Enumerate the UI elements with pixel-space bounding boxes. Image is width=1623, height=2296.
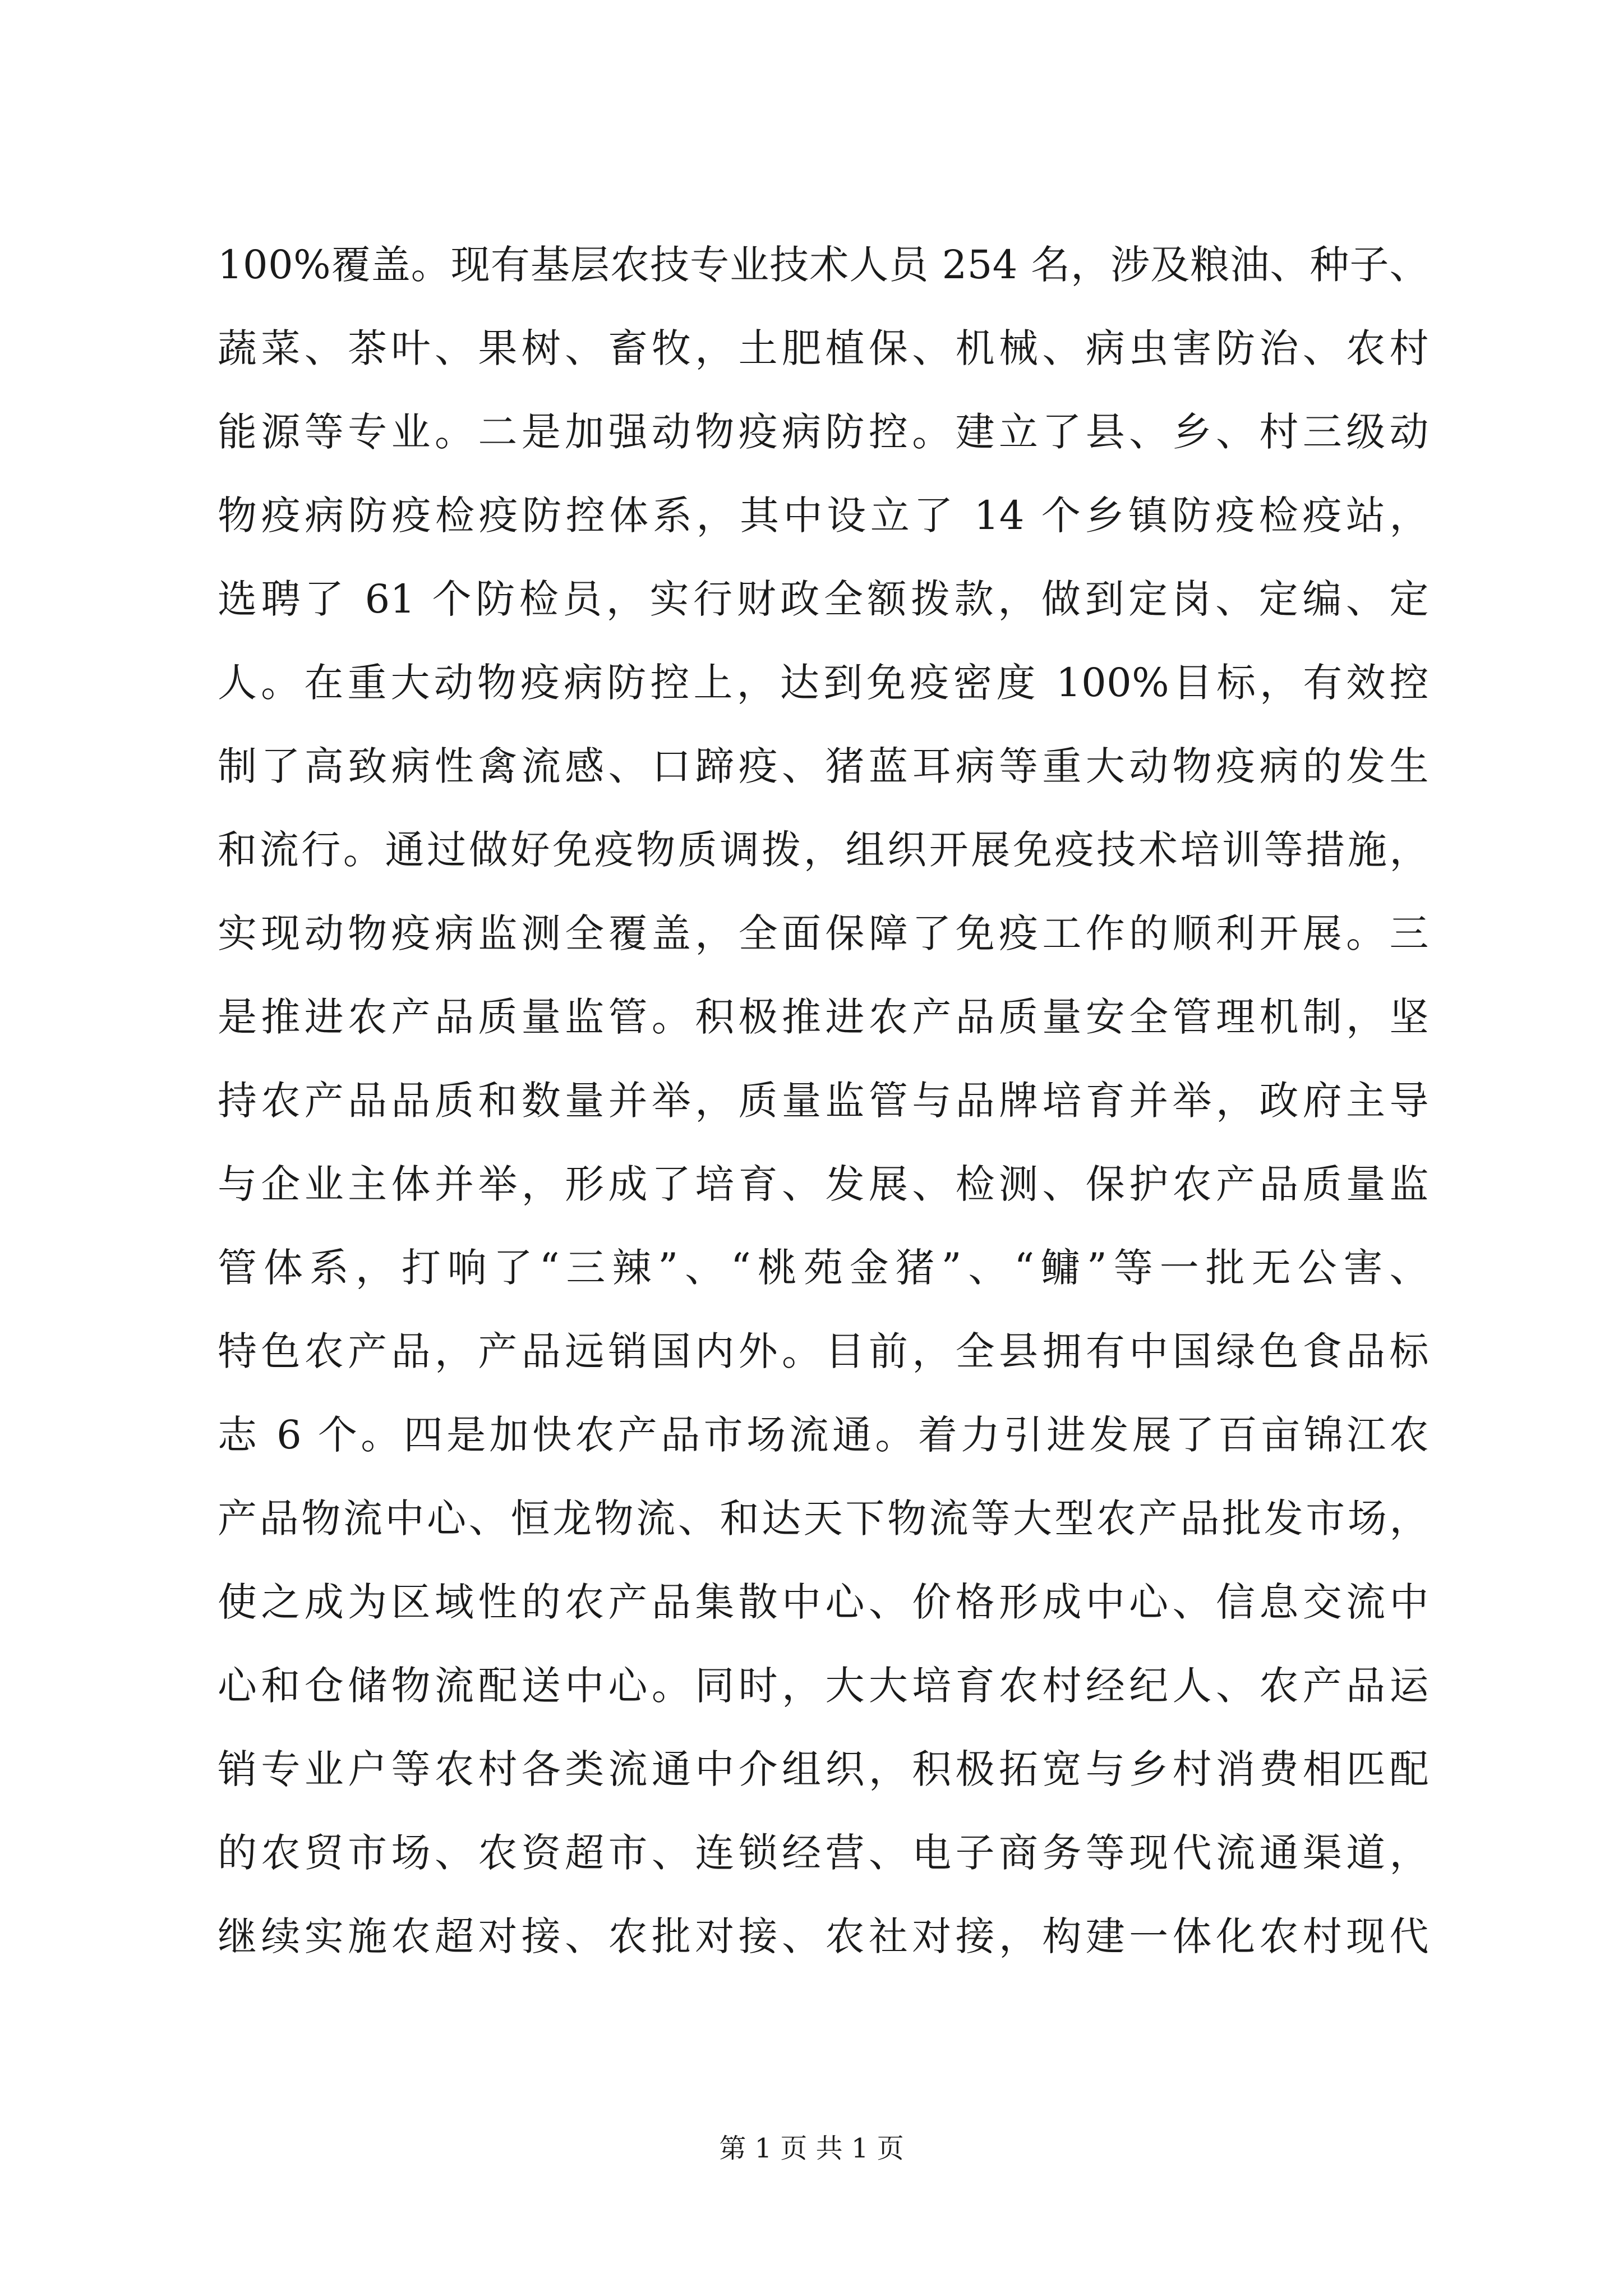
text-line: 管体系，打响了“三辣”、“桃苑金猪”、“鳙”等一批无公害、 xyxy=(218,1245,1429,1291)
page-footer xyxy=(0,2131,1623,2166)
text-line: 制了高致病性禽流感、口蹄疫、猪蓝耳病等重大动物疫病的发生 xyxy=(218,743,1429,789)
body-paragraph xyxy=(218,223,1429,1978)
text-line: 100%覆盖。现有基层农技专业技术人员 254 名，涉及粮油、种子、 xyxy=(218,242,1429,288)
page-number-label: 第 1 页 共 1 页 xyxy=(719,2133,904,2164)
text-line: 人。在重大动物疫病防控上，达到免疫密度 100%目标，有效控 xyxy=(218,660,1429,706)
text-line: 能源等专业。二是加强动物疫病防控。建立了县、乡、村三级动 xyxy=(218,409,1429,455)
text-line: 使之成为区域性的农产品集散中心、价格形成中心、信息交流中 xyxy=(218,1579,1429,1625)
text-line: 选聘了 61 个防检员，实行财政全额拨款，做到定岗、定编、定 xyxy=(218,576,1429,622)
text-line: 心和仓储物流配送中心。同时，大大培育农村经纪人、农产品运 xyxy=(218,1663,1429,1709)
text-line: 销专业户等农村各类流通中介组织，积极拓宽与乡村消费相匹配 xyxy=(218,1746,1429,1792)
text-line: 与企业主体并举，形成了培育、发展、检测、保护农产品质量监 xyxy=(218,1161,1429,1207)
text-line: 持农产品品质和数量并举，质量监管与品牌培育并举，政府主导 xyxy=(218,1078,1429,1124)
text-line: 继续实施农超对接、农批对接、农社对接，构建一体化农村现代 xyxy=(218,1913,1429,1959)
text-line: 的农贸市场、农资超市、连锁经营、电子商务等现代流通渠道， xyxy=(218,1830,1429,1876)
text-line: 和流行。通过做好免疫物质调拨，组织开展免疫技术培训等措施， xyxy=(218,827,1429,873)
text-line: 产品物流中心、恒龙物流、和达天下物流等大型农产品批发市场， xyxy=(218,1496,1429,1542)
text-line: 特色农产品，产品远销国内外。目前，全县拥有中国绿色食品标 xyxy=(218,1328,1429,1374)
text-line: 蔬菜、茶叶、果树、畜牧，土肥植保、机械、病虫害防治、农村 xyxy=(218,325,1429,371)
text-line: 物疫病防疫检疫防控体系，其中设立了 14 个乡镇防疫检疫站， xyxy=(218,493,1429,539)
text-line: 志 6 个。四是加快农产品市场流通。着力引进发展了百亩锦江农 xyxy=(218,1412,1429,1458)
text-line: 实现动物疫病监测全覆盖，全面保障了免疫工作的顺利开展。三 xyxy=(218,910,1429,956)
text-line: 是推进农产品质量监管。积极推进农产品质量安全管理机制，坚 xyxy=(218,994,1429,1040)
